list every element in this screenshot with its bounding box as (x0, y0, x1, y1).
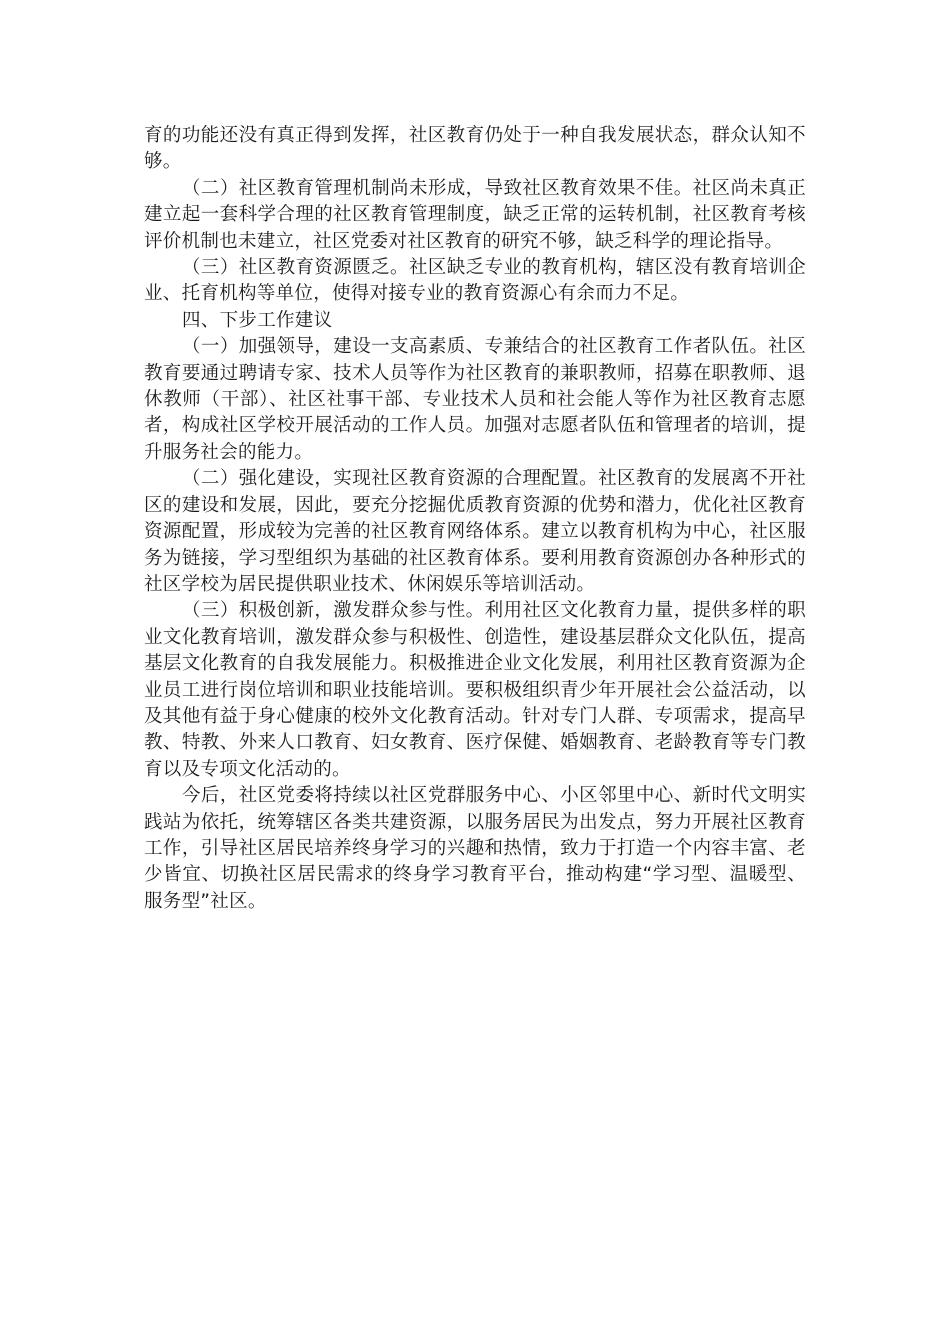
paragraph-issue-2: （二）社区教育管理机制尚未形成，导致社区教育效果不佳。社区尚未真正建立起一套科学合理的社区教育管理制度，缺乏正常的运转机制，社区教育考核评价机制也未建立，社区党委对社区教育的研究不够，缺乏科学的理论指导。 (144, 177, 806, 252)
paragraph-suggestion-1: （一）加强领导，建设一支高素质、专兼结合的社区教育工作者队伍。社区教育要通过聘请专家、技术人员等作为社区教育的兼职教师，招募在职教师、退休教师（干部）、社区社事干部、专业技术人员和社会能人等作为社区教育志愿者，构成社区学校开展活动的工作人员。加强对志愿者队伍和管理者的培训，提升服务社会的能力。 (144, 336, 806, 463)
document-page (144, 123, 806, 915)
paragraph-issue-3: （三）社区教育资源匮乏。社区缺乏专业的教育机构，辖区没有教育培训企业、托育机构等单位，使得对接专业的教育资源心有余而力不足。 (144, 257, 806, 305)
section-heading: 四、下步工作建议 (182, 309, 333, 331)
paragraph-suggestion-2: （二）强化建设，实现社区教育资源的合理配置。社区教育的发展离不开社区的建设和发展，因此，要充分挖掘优质教育资源的优势和潜力，优化社区教育资源配置，形成较为完善的社区教育网络体系。建立以教育机构为中心，社区服务为链接，学习型组织为基础的社区教育体系。要利用教育资源创办各种形式的社区学校为居民提供职业技术、休闲娱乐等培训活动。 (144, 468, 806, 595)
paragraph-suggestion-3: （三）积极创新，激发群众参与性。利用社区文化教育力量，提供多样的职业文化教育培训，激发群众参与积极性、创造性，建设基层群众文化队伍，提高基层文化教育的自我发展能力。积极推进企业文化发展，利用社区教育资源为企业员工进行岗位培训和职业技能培训。要积极组织青少年开展社会公益活动，以及其他有益于身心健康的校外文化教育活动。针对专门人群、专项需求，提高早教、特教、外来人口教育、妇女教育、医疗保健、婚姻教育、老龄教育等专门教育以及专项文化活动的。 (144, 600, 806, 780)
paragraph-continuation: 育的功能还没有真正得到发挥，社区教育仍处于一种自我发展状态，群众认知不够。 (144, 125, 806, 173)
paragraph-conclusion: 今后，社区党委将持续以社区党群服务中心、小区邻里中心、新时代文明实践站为依托，统筹辖区各类共建资源，以服务居民为出发点，努力开展社区教育工作，引导社区居民培养终身学习的兴趣和热情，致力于打造一个内容丰富、老少皆宜、切换社区居民需求的终身学习教育平台，推动构建“学习型、温暖型、服务型”社区。 (144, 785, 806, 912)
